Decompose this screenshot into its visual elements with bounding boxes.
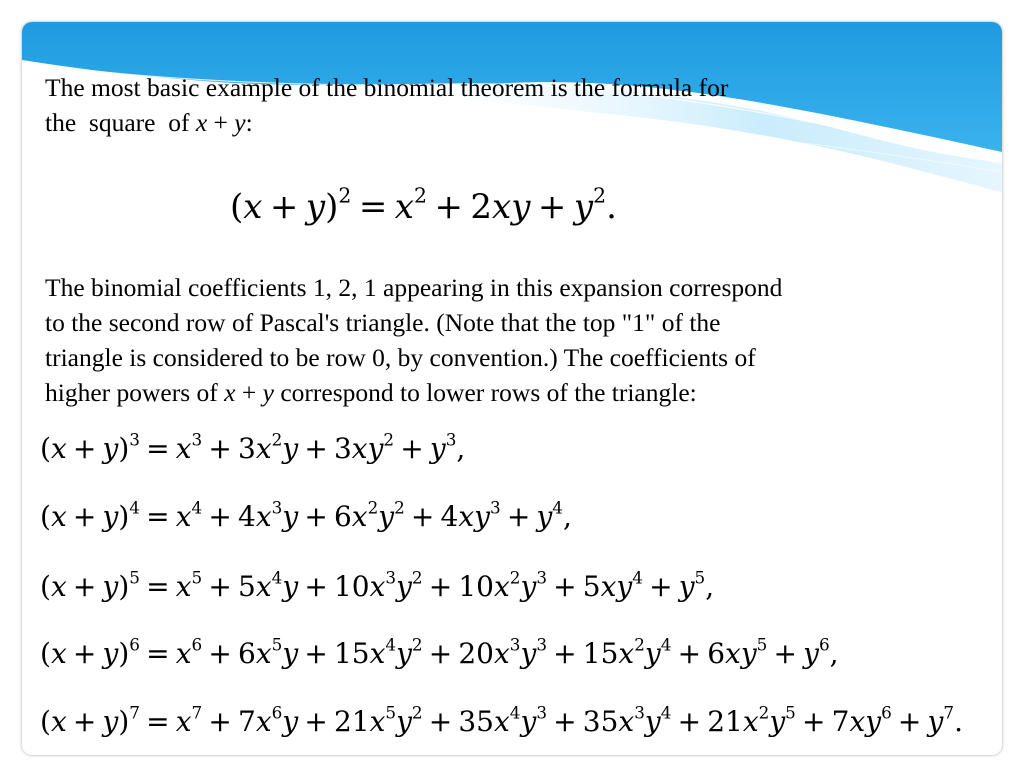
body-line-1: The binomial coefficients 1, 2, 1 appearing in this expansion correspond [45, 273, 783, 302]
intro-line-1: The most basic example of the binomial theorem is the formula for [45, 73, 729, 102]
expansion-power-3: $(x + y)^3 = x^3 + 3x^2y + 3xy^2 + y^3$, [40, 429, 466, 465]
expansion-power-7: $(x + y)^7 = x^7 + 7x^6y + 21x^5y^2 + 35x^4y^3 + 35x^3y^4 + 21x^2y^5 + 7xy^6 + y^7$. [40, 702, 963, 738]
intro-paragraph [45, 70, 945, 140]
intro-line-2-text: the square of [45, 108, 196, 137]
body-line-4-text: higher powers of [45, 378, 225, 407]
intro-colon: : [245, 108, 253, 137]
expansion-power-6: $(x + y)^6 = x^6 + 6x^5y + 15x^4y^2 + 20x^3y^3 + 15x^2y^4 + 6xy^5 + y^6$, [40, 634, 839, 670]
body-line-2: to the second row of Pascal's triangle. (Note that the top "1" of the [45, 308, 721, 337]
plus-sign: + [207, 108, 235, 137]
var-y: y [234, 108, 246, 137]
var-y: y [262, 378, 274, 407]
var-x: x [224, 378, 236, 407]
expansion-power-5: $(x + y)^5 = x^5 + 5x^4y + 10x^3y^2 + 10x^2y^3 + 5xy^4 + y^5$, [40, 567, 715, 603]
body-line-4-rest: correspond to lower rows of the triangle: [273, 378, 697, 407]
body-paragraph [45, 270, 980, 410]
body-line-4 [45, 375, 980, 410]
plus-sign: + [235, 378, 263, 407]
expansion-power-4: $(x + y)^4 = x^4 + 4x^3y + 6x^2y^2 + 4xy^3 + y^4$, [40, 497, 572, 533]
slide [22, 22, 1002, 755]
var-x: x [195, 108, 208, 137]
intro-line-2 [45, 105, 945, 140]
equation-square: $(x + y)^2 = x^2 + 2xy + y^2$. [230, 183, 617, 227]
body-line-3: triangle is considered to be row 0, by convention.) The coefficients of [45, 343, 756, 372]
